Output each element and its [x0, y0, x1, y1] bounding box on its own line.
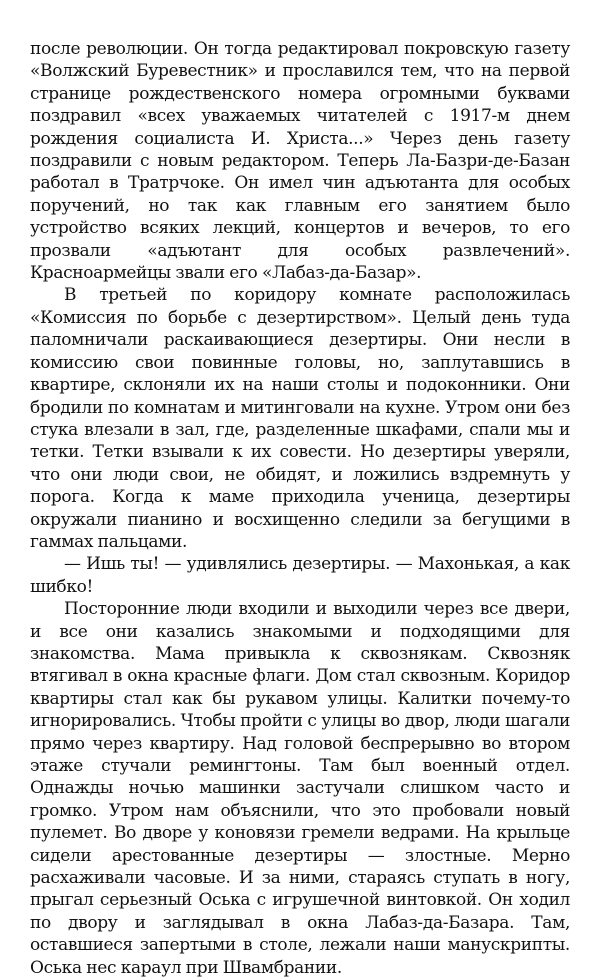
paragraph-1: после революции. Он тогда редактировал покровскую газету «Волжский Буревестник» и прославился тем, что на первой странице рождественского номера огромными буквами поздравил «всех уважаемых читателей с 1917-м днем рождения социалиста И. Христа...» Через день газету поздравили с новым редактором. Теперь Ла-Базри-де-Базан работал в Тратрчоке. Он имел чин адъютанта для особых поручений, но так как главным его занятием было устройство всяких лекций, концертов и вечеров, то его прозвали «адъютант для особых развлечений». Красноармейцы звали его «Лабаз-да-Базар». [30, 39, 570, 284]
book-page [30, 38, 570, 979]
paragraph-2: В третьей по коридору комнате расположилась «Комиссия по борьбе с дезертирством». Целый день туда паломничали раскаивающиеся дезертиры. Они несли в комиссию свои повинные головы, но, заплутавшись в квартире, склоняли их на наши столы и подоконники. Они бродили по комнатам и митинговали на кухне. Утром они без стука влезали в зал, где, разделенные шкафами, спали мы и тетки. Тетки взывали к их совести. Но дезертиры уверяли, что они люди свои, не обидят, и ложились вздремнуть у порога. Когда к маме приходила ученица, дезертиры окружали пианино и восхищенно следили за бегущими в гаммах пальцами. [30, 285, 570, 552]
paragraph-3-dialogue: — Ишь ты! — удивлялись дезертиры. — Махонькая, а как шибко! [30, 554, 570, 597]
paragraph-4: Посторонние люди входили и выходили через все двери, и все они казались знакомыми и подходящими для знакомства. Мама привыкла к сквознякам. Сквозняк втягивал в окна красные флаги. Дом стал сквозным. Коридор квартиры стал как бы рукавом улицы. Калитки почему-то игнорировались. Чтобы пройти с улицы во двор, люди шагали прямо через квартиру. Над головой беспрерывно во втором этаже стучали ремингтоны. Там был военный отдел. Однажды ночью машинки застучали слишком часто и громко. Утром нам объяснили, что это пробовали новый пулемет. Во дворе у коновязи гремели ведрами. На крыльце сидели арестованные дезертиры — злостные. Мерно расхаживали часовые. И за ними, стараясь ступать в ногу, прыгал серьезный Оська с игрушечной винтовкой. Он ходил по двору и заглядывал в окна Лабаз-да-Базара. Там, оставшиеся запертыми в столе, лежали наши манускрипты. Оська нес караул при Швамбрании. [30, 599, 570, 978]
